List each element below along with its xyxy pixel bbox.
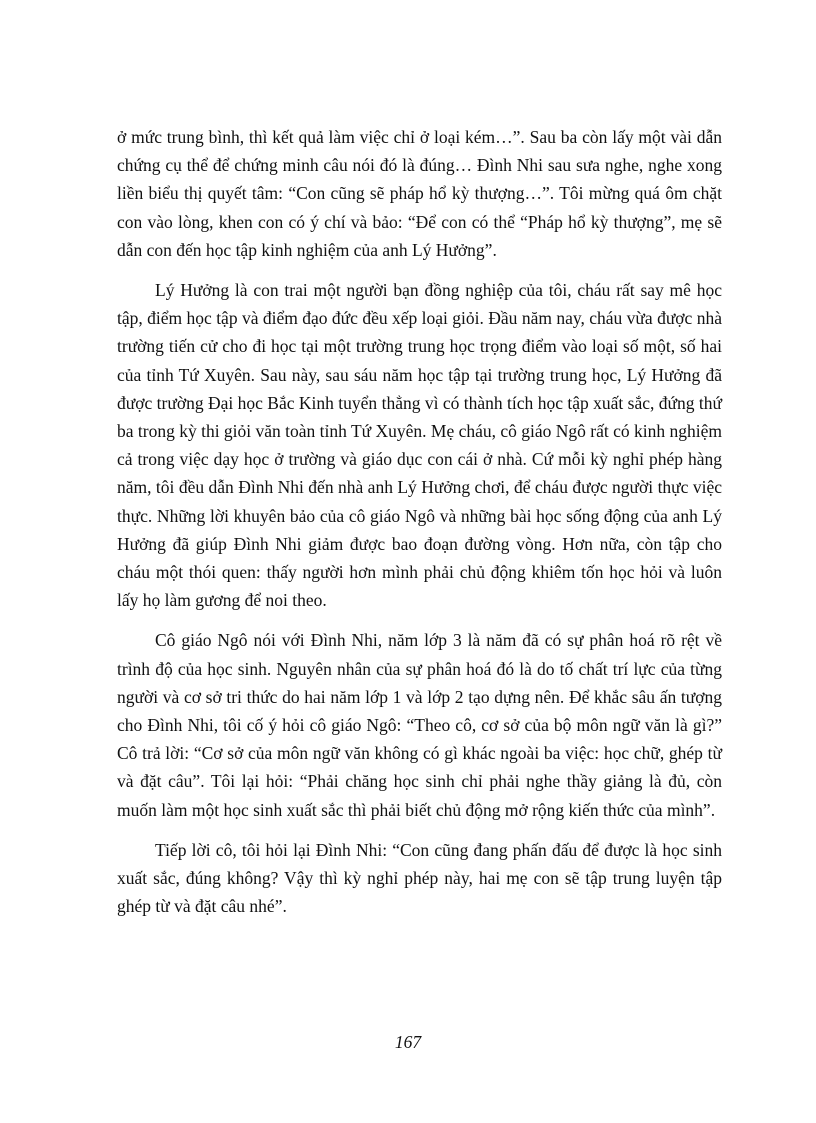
paragraph-2: Lý Hưởng là con trai một người bạn đồng nghiệp của tôi, cháu rất say mê học tập, điểm học tập và điểm đạo đức đều xếp loại giỏi. Đầu năm nay, cháu vừa được nhà trường tiến cử cho đi học tại một trường trung học trọng điểm vào loại số một, số hai của tỉnh Tứ Xuyên. Sau này, sau sáu năm học tập tại trường trung học, Lý Hưởng đã được trường Đại học Bắc Kinh tuyển thẳng vì có thành tích học tập xuất sắc, đứng thứ ba trong kỳ thi giỏi văn toàn tỉnh Tứ Xuyên. Mẹ cháu, cô giáo Ngô rất có kinh nghiệm cả trong việc dạy học ở trường và giáo dục con cái ở nhà. Cứ mỗi kỳ nghỉ phép hàng năm, tôi đều dẫn Đình Nhi đến nhà anh Lý Hưởng chơi, để cháu được người thực việc thực. Những lời khuyên bảo của cô giáo Ngô và những bài học sống động của anh Lý Hưởng đã giúp Đình Nhi giảm được bao đoạn đường vòng. Hơn nữa, còn tập cho cháu một thói quen: thấy người hơn mình phải chủ động khiêm tốn học hỏi và luôn lấy họ làm gương để noi theo. <box>117 280 723 611</box>
page-number: 167 <box>394 1032 422 1052</box>
body-text <box>117 123 722 932</box>
paragraph-3: Cô giáo Ngô nói với Đình Nhi, năm lớp 3 là năm đã có sự phân hoá rõ rệt về trình độ của học sinh. Nguyên nhân của sự phân hoá đó là do tố chất trí lực của từng người và cơ sở tri thức do hai năm lớp 1 và lớp 2 tạo dựng nên. Để khắc sâu ấn tượng cho Đình Nhi, tôi cố ý hỏi cô giáo Ngô: “Theo cô, cơ sở của bộ môn ngữ văn là gì?” Cô trả lời: “Cơ sở của môn ngữ văn không có gì khác ngoài ba việc: học chữ, ghép từ và đặt câu”. Tôi lại hỏi: “Phải chăng học sinh chỉ phải nghe thầy giảng là đủ, còn muốn làm một học sinh xuất sắc thì phải biết chủ động mở rộng kiến thức của mình”. <box>117 630 722 820</box>
paragraph-4: Tiếp lời cô, tôi hỏi lại Đình Nhi: “Con cũng đang phấn đấu để được là học sinh xuất sắc, đúng không? Vậy thì kỳ nghỉ phép này, hai mẹ con sẽ tập trung luyện tập ghép từ và đặt câu nhé”. <box>117 839 722 917</box>
paragraph-1: ở mức trung bình, thì kết quả làm việc chỉ ở loại kém…”. Sau ba còn lấy một vài dẫn chứng cụ thể để chứng minh câu nói đó là đúng… Đình Nhi sau sưa nghe, nghe xong liền biểu thị quyết tâm: “Con cũng sẽ pháp hổ kỳ thượng…”. Tôi mừng quá ôm chặt con vào lòng, khen con có ý chí và bảo: “Để con có thể “Pháp hổ kỳ thượng”, mẹ sẽ dẫn con đến học tập kinh nghiệm của anh Lý Hưởng”. <box>117 127 722 260</box>
